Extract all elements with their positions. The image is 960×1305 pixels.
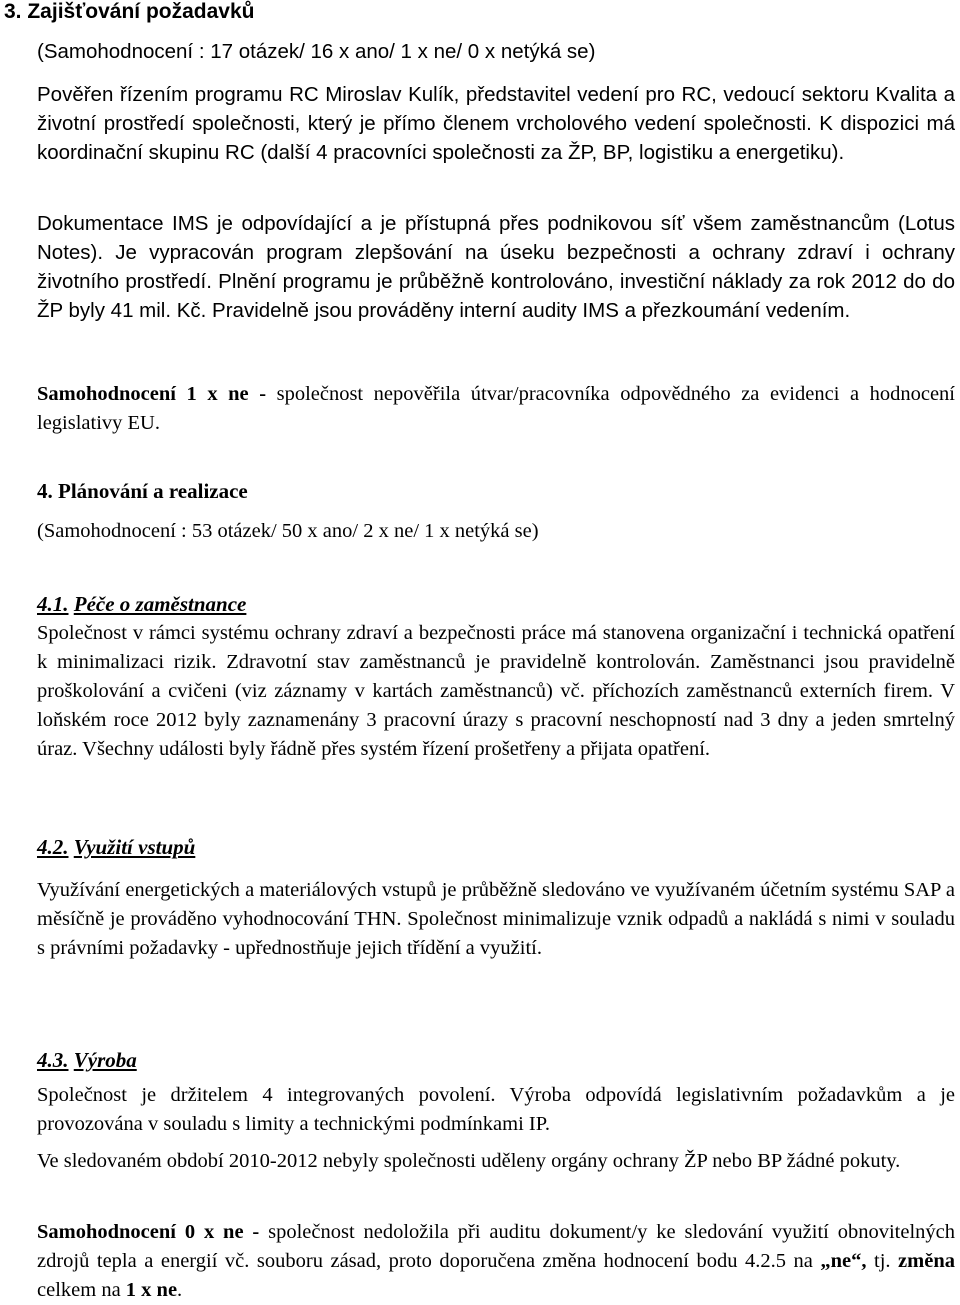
subsection-title: Výroba <box>73 1048 137 1072</box>
subsection-4-3-selfevaluation <box>37 1218 955 1305</box>
subsection-title: Péče o zaměstnance <box>73 592 247 616</box>
section-3-paragraph-3 <box>37 380 955 438</box>
selfevaluation-note: společnost nepověřila útvar/pracovníka odpovědného za evidenci a hodnocení legislativy EU. <box>37 383 955 434</box>
text-celkem: celkem na <box>37 1279 126 1301</box>
subsection-4-3-text-1: Společnost je držitelem 4 integrovaných povolení. Výroba odpovídá legislativním požadavkům a je provozována v souladu s limity a technickými podmínkami IP. <box>37 1084 955 1135</box>
section-4-selfevaluation: (Samohodnocení : 53 otázek/ 50 x ano/ 2 x ne/ 1 x netýká se) <box>37 520 539 542</box>
text-tj: tj. <box>866 1250 899 1272</box>
subsection-number: 4.1. <box>37 592 69 616</box>
subsection-4-1-text: Společnost v rámci systému ochrany zdraví a bezpečnosti práce má stanovena organizační i technická opatření k minimalizaci rizik. Zdravotní stav zaměstnanců je pravidelně kontrolován. Zaměstnanci jsou pravidelně proškolování a cvičeni (viz záznamy v kartách zaměstnanců) vč. příchozích zaměstnanců externích firem. V loňském roce 2012 byly zaznamenány 3 pracovní úrazy s pracovní neschopností nad 3 dny a jeden smrtelný úraz. Všechny události byly řádně přes systém řízení prošetřeny a přijata opatření. <box>37 622 955 760</box>
subsection-4-2-text: Využívání energetických a materiálových vstupů je průběžně sledováno ve využívaném účetním systému SAP a měsíčně je prováděno vyhodnocování THN. Společnost minimalizuje vznik odpadů a nakládá s nimi v souladu s právními požadavky - upřednostňuje jejich třídění a využití. <box>37 879 955 959</box>
answer-ne: „ne“, <box>820 1250 867 1272</box>
selfevaluation-note: společnost nedoložila při auditu dokument/y ke sledování využití obnovitelných zdrojů tepla a energií vč. souboru zásad, proto doporučena změna hodnocení bodu 4.2.5 na <box>37 1221 955 1272</box>
subsection-4-2-heading <box>37 833 955 862</box>
subsection-4-3-heading <box>37 1046 955 1075</box>
final-period: . <box>177 1279 183 1301</box>
subsection-number: 4.2. <box>37 835 69 859</box>
section-3-paragraph-1: Pověřen řízením programu RC Miroslav Kulík, představitel vedení pro RC, vedoucí sektoru Kvalita a životní prostředí společnosti, který je přímo členem vrcholového vedení společnosti. K dispozici má koordinační skupinu RC (další 4 pracovníci společnosti za ŽP, BP, logistiku a energetiku). <box>37 83 955 164</box>
subsection-number: 4.3. <box>37 1048 69 1072</box>
section-3-paragraph-2: Dokumentace IMS je odpovídající a je přístupná přes podnikovou síť všem zaměstnancům (Lotus Notes). Je vypracován program zlepšování na úseku bezpečnosti a ochrany zdraví i ochrany životního prostředí. Plnění programu je průběžně kontrolováno, investiční náklady za rok 2012 do do ŽP byly 41 mil. Kč. Pravidelně jsou prováděny interní audity IMS a přezkoumání vedením. <box>37 212 955 322</box>
change-word: změna <box>898 1250 955 1272</box>
section-4-heading: 4. Plánování a realizace <box>37 479 248 503</box>
total-ne-count: 1 x ne <box>125 1279 178 1301</box>
subsection-4-1-heading <box>37 590 955 619</box>
section-3-heading: 3. Zajišťování požadavků <box>4 0 255 23</box>
subsection-4-3-text-2: Ve sledovaném období 2010-2012 nebyly společnosti uděleny orgány ochrany ŽP nebo BP žádné pokuty. <box>37 1150 901 1172</box>
selfevaluation-label: Samohodnocení 1 x ne - <box>37 383 267 405</box>
subsection-title: Využití vstupů <box>73 835 196 859</box>
selfevaluation-label: Samohodnocení 0 x ne - <box>37 1221 260 1243</box>
section-3-selfevaluation: (Samohodnocení : 17 otázek/ 16 x ano/ 1 x ne/ 0 x netýká se) <box>37 40 596 63</box>
